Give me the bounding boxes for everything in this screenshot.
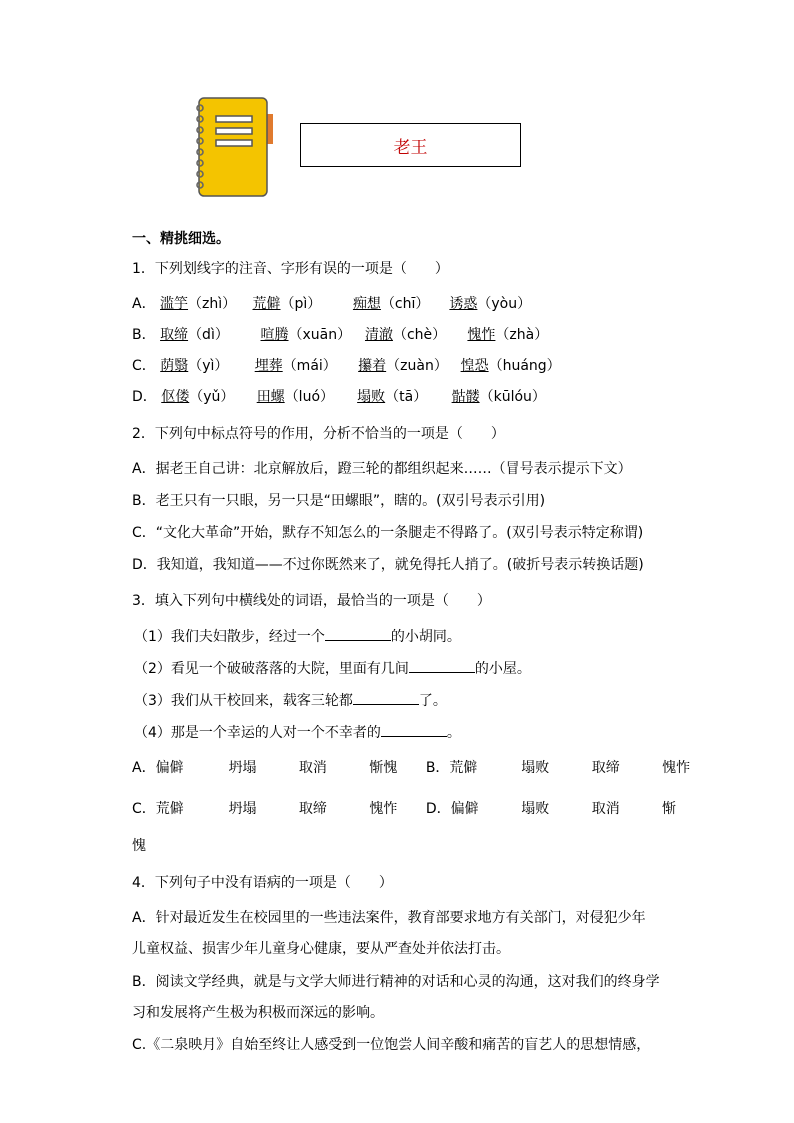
blank-line [409,658,475,673]
q4-option-c-line1: C.《二泉映月》自始至终让人感受到一位饱尝人间辛酸和痛苦的盲艺人的思想情感， [132,1037,651,1053]
q4-option-a-line1: A．针对最近发生在校园里的一些违法案件，教育部要求地方有关部门，对侵犯少年 [132,910,646,926]
q1-option-d: D． 伛偻（yǔ） 田螺（luó） 塌败（tā） 骷髅（kūlóu） [132,389,546,405]
q4-stem: 4．下列句子中没有语病的一项是（ ） [132,875,393,891]
section-heading: 一、精挑细选。 [132,231,230,247]
q1-option-c: C． 荫翳（yì） 埋葬（mái） 攥着（zuàn） 惶恐（huáng） [132,358,561,374]
q3-options-cd: C．荒僻 坍塌 取缔 愧怍 D．偏僻 塌败 取消 惭 [132,801,677,817]
blank-line [381,722,447,737]
q4-option-a-line2: 儿童权益、损害少年儿童身心健康，要从严查处并依法打击。 [132,941,510,957]
q3-sentence-3: （3）我们从干校回来，载客三轮都 了。 [134,690,447,711]
title-box [300,123,521,167]
q2-option-d: D．我知道，我知道——不过你既然来了，就免得托人捎了。(破折号表示转换话题) [132,557,644,573]
q2-option-a: A．据老王自己讲：北京解放后，蹬三轮的都组织起来……（冒号表示提示下文） [132,461,632,477]
blank-line [325,626,391,641]
q3-stem: 3．填入下列句中横线处的词语，最恰当的一项是（ ） [132,593,491,609]
q3-sentence-1: （1）我们夫妇散步，经过一个 的小胡同。 [134,626,461,647]
q2-option-c: C．“文化大革命”开始，默存不知怎么的一条腿走不得路了。(双引号表示特定称谓) [132,525,644,541]
q1-stem: 1．下列划线字的注音、字形有误的一项是（ ） [132,261,449,277]
q1-option-b: B． 取缔（dì） 喧腾（xuān） 清澈（chè） 愧怍（zhà） [132,327,549,343]
blank-line [353,690,419,705]
q3-options-ab: A．偏僻 坍塌 取消 惭愧 B．荒僻 塌败 取缔 愧怍 [132,760,691,776]
q4-option-b-line2: 习和发展将产生极为积极而深远的影响。 [132,1005,384,1021]
q4-option-b-line1: B．阅读文学经典，就是与文学大师进行精神的对话和心灵的沟通，这对我们的终身学 [132,974,660,990]
q2-stem: 2．下列句中标点符号的作用，分析不恰当的一项是（ ） [132,426,505,442]
q3-sentence-4: （4）那是一个幸运的人对一个不幸者的 。 [134,722,461,743]
q3-sentence-2: （2）看见一个破破落落的大院，里面有几间 的小屋。 [134,658,531,679]
page-title: 老王 [393,137,428,158]
q1-option-a: A． 滥竽（zhì） 荒僻（pì） 痴想（chī） 诱惑（yòu） [132,296,532,312]
q3-option-d-wrap: 愧 [132,838,146,854]
notebook-icon [193,96,278,198]
q2-option-b: B．老王只有一只眼，另一只是“田螺眼”，瞎的。(双引号表示引用) [132,493,546,509]
